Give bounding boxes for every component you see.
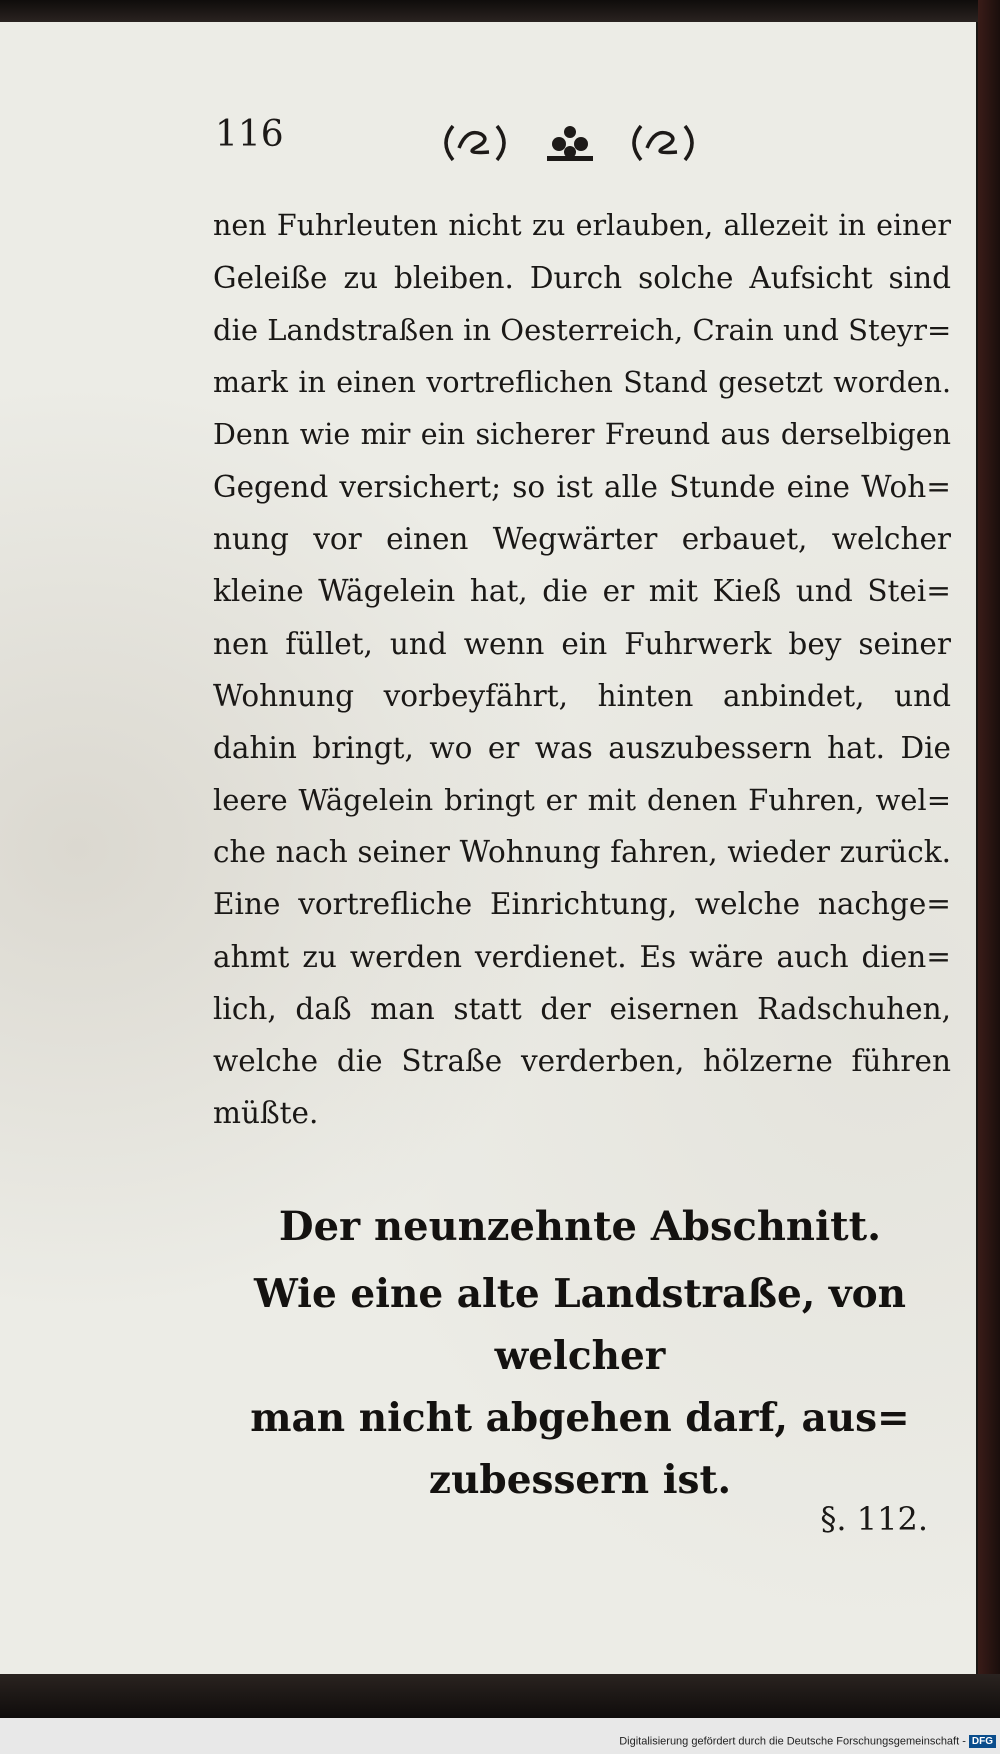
chapter-subtitle-line: zubessern ist. [428, 1457, 732, 1503]
head-ornament-icon [435, 118, 725, 168]
text-line: Gegend versichert; so ist alle Stunde eine Woh= [213, 469, 951, 504]
text-line: Denn wie mir ein sicherer Freund aus derselbigen [213, 417, 951, 451]
chapter-heading [200, 1197, 960, 1511]
scan-border-bottom [0, 1674, 1000, 1718]
footer-credit-text: Digitalisierung gefördert durch die Deutsche Forschungsgemeinschaft - [619, 1735, 966, 1748]
scan-border-top [0, 0, 1000, 22]
scan-border-right [978, 0, 1000, 1754]
text-line: nen Fuhrleuten nicht zu erlauben, allezeit in einer [213, 209, 951, 242]
chapter-subtitle-line: Wie eine alte Landstraße, von welcher [254, 1271, 906, 1379]
chapter-subtitle-line: man nicht abgehen darf, aus= [250, 1395, 910, 1441]
text-line: kleine Wägelein hat, die er mit Kieß und Stei= [213, 574, 951, 609]
catchword: §. 112. [820, 1500, 928, 1538]
body-text [213, 200, 951, 1139]
text-line: nen füllet, und wenn ein Fuhrwerk bey seiner [213, 626, 951, 661]
footer-bar [0, 1718, 1000, 1754]
text-line: welche die Straße verderben, hölzerne führen [213, 1044, 951, 1078]
text-line: die Landstraßen in Oesterreich, Crain und Steyr= [213, 313, 952, 348]
text-line: ahmt zu werden verdienet. Es wäre auch dien= [213, 939, 951, 974]
text-line: Eine vortrefliche Einrichtung, welche nachge= [213, 887, 951, 922]
page-header [215, 114, 950, 174]
dfg-logo: DFG [969, 1735, 996, 1748]
text-line: mark in einen vortreflichen Stand gesetzt worden. [213, 365, 951, 399]
page-number: 116 [215, 114, 284, 155]
text-line: müßte. [213, 1096, 319, 1131]
chapter-title: Der neunzehnte Abschnitt. [278, 1203, 882, 1250]
text-line: che nach seiner Wohnung fahren, wieder zurück. [213, 835, 951, 870]
text-line: Wohnung vorbeyfährt, hinten anbindet, und [213, 678, 951, 713]
text-line: lich, daß man statt der eisernen Radschuhen, [213, 991, 951, 1026]
book-page [0, 22, 976, 1674]
text-line: Geleiße zu bleiben. Durch solche Aufsicht sind [213, 261, 951, 296]
text-line: leere Wägelein bringt er mit denen Fuhren, wel= [213, 783, 951, 818]
footer-credit [619, 1735, 996, 1748]
text-line: nung vor einen Wegwärter erbauet, welcher [213, 522, 951, 557]
text-line: dahin bringt, wo er was auszubessern hat. Die [213, 730, 951, 765]
